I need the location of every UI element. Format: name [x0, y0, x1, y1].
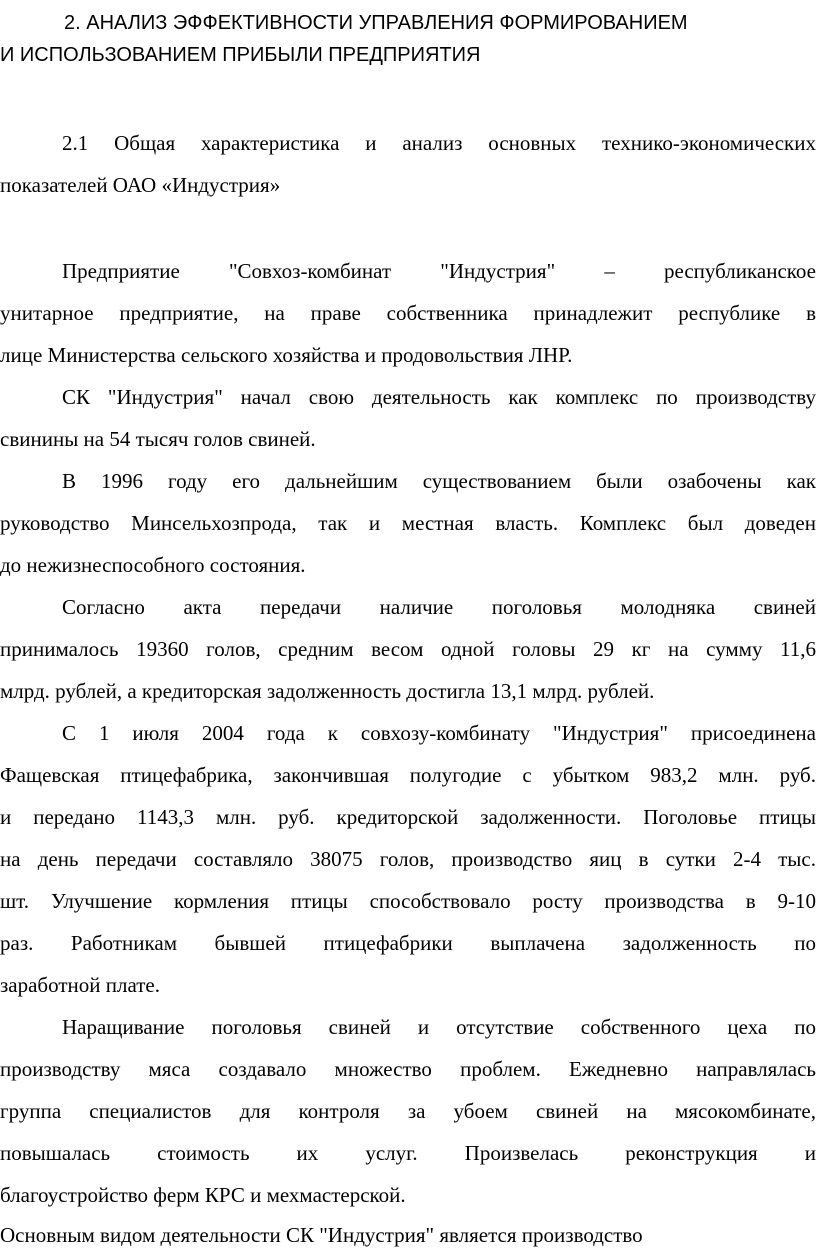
paragraph-5-line-1: С 1 июля 2004 года к совхозу-комбинату "Индустрия" присоединена — [62, 721, 816, 745]
paragraph-1-line-2: унитарное предприятие, на праве собственника принадлежит республике в — [0, 301, 816, 325]
paragraph-5-line-7: заработной плате. — [0, 973, 160, 997]
paragraph-3-line-3: до нежизнеспособного состояния. — [0, 553, 306, 577]
paragraph-6-line-2: производству мяса создавало множество проблем. Ежедневно направлялась — [0, 1057, 816, 1081]
paragraph-3-line-1: В 1996 году его дальнейшим существованием были озабочены как — [62, 469, 816, 493]
paragraph-5-line-4: на день передачи составляло 38075 голов, производство яиц в сутки 2-4 тыс. — [0, 847, 816, 871]
chapter-heading-line-1: 2. АНАЛИЗ ЭФФЕКТИВНОСТИ УПРАВЛЕНИЯ ФОРМИРОВАНИЕМ — [64, 12, 688, 34]
paragraph-2-line-2: свинины на 54 тысяч голов свиней. — [0, 427, 316, 451]
paragraph-5-line-2: Фащевская птицефабрика, закончившая полугодие с убытком 983,2 млн. руб. — [0, 763, 816, 787]
paragraph-3-line-2: руководство Минсельхозпрода, так и местная власть. Комплекс был доведен — [0, 511, 816, 535]
paragraph-2-line-1: СК "Индустрия" начал свою деятельность как комплекс по производству — [62, 385, 816, 409]
paragraph-5-line-6: раз. Работникам бывшей птицефабрики выплачена задолженность по — [0, 931, 816, 955]
paragraph-6-line-4: повышалась стоимость их услуг. Произвелась реконструкция и — [0, 1141, 816, 1165]
paragraph-7-line-1: Основным видом деятельности СК "Индустрия" является производство — [0, 1223, 643, 1247]
paragraph-5-line-3: и передано 1143,3 млн. руб. кредиторской задолженности. Поголовье птицы — [0, 805, 816, 829]
chapter-heading-line-2: И ИСПОЛЬЗОВАНИЕМ ПРИБЫЛИ ПРЕДПРИЯТИЯ — [0, 44, 481, 66]
paragraph-6-line-5: благоустройство ферм КРС и мехмастерской. — [0, 1183, 406, 1207]
paragraph-6-line-1: Наращивание поголовья свиней и отсутствие собственного цеха по — [62, 1015, 816, 1039]
paragraph-1-line-1: Предприятие "Совхоз-комбинат "Индустрия" – республиканское — [62, 259, 816, 283]
paragraph-4-line-2: принималось 19360 голов, средним весом одной головы 29 кг на сумму 11,6 — [0, 637, 816, 661]
section-heading-line-1: 2.1 Общая характеристика и анализ основных технико-экономических — [62, 131, 816, 155]
paragraph-6-line-3: группа специалистов для контроля за убоем свиней на мясокомбинате, — [0, 1099, 816, 1123]
paragraph-5-line-5: шт. Улучшение кормления птицы способствовало росту производства в 9-10 — [0, 889, 816, 913]
section-heading-line-2: показателей ОАО «Индустрия» — [0, 173, 281, 197]
paragraph-4-line-1: Согласно акта передачи наличие поголовья молодняка свиней — [62, 595, 816, 619]
paragraph-4-line-3: млрд. рублей, а кредиторская задолженность достигла 13,1 млрд. рублей. — [0, 679, 655, 703]
paragraph-1-line-3: лице Министерства сельского хозяйства и продовольствия ЛНР. — [0, 343, 573, 367]
